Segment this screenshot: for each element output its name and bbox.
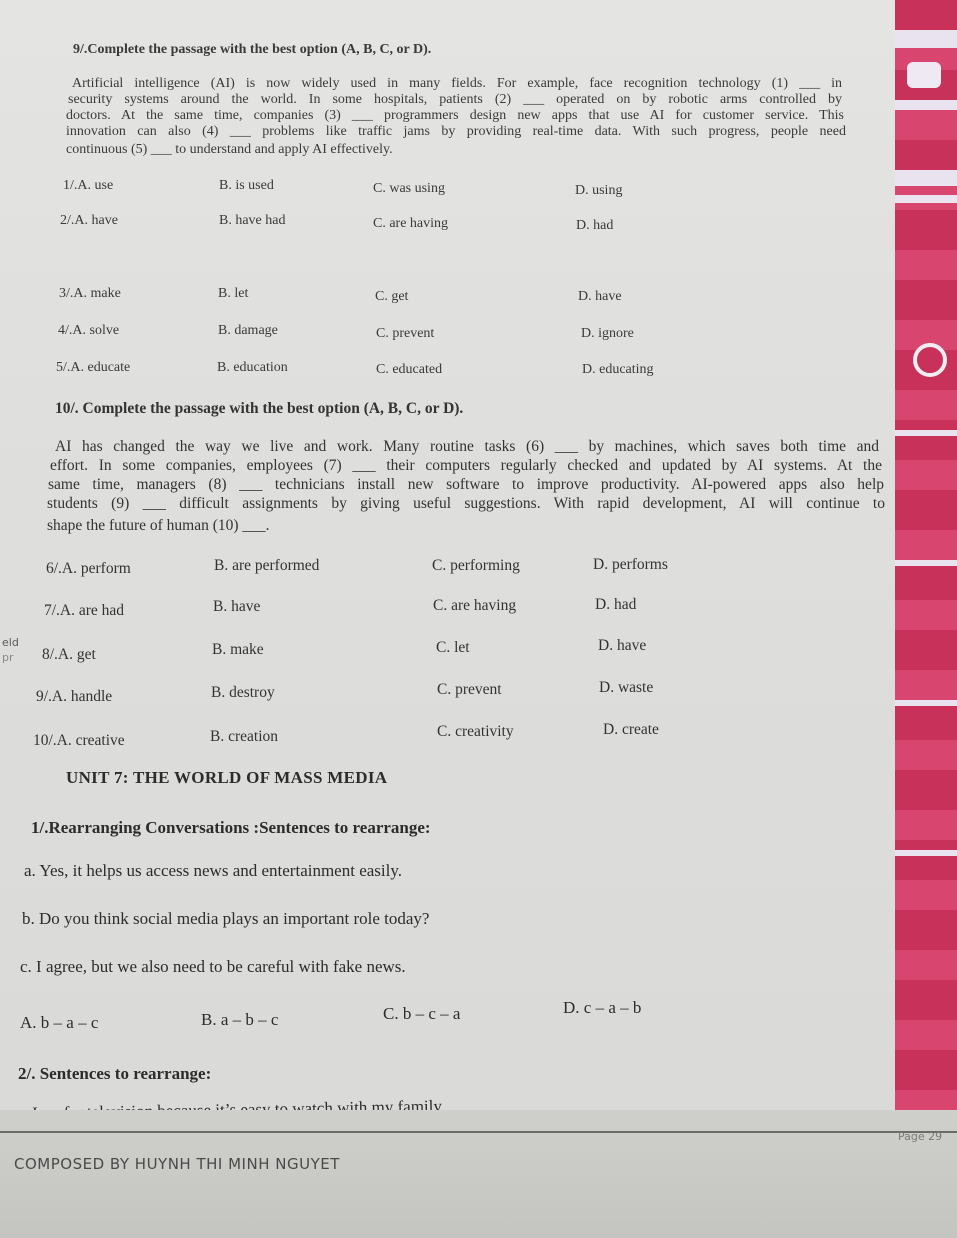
margin-note: pr [2, 651, 14, 664]
rearrange-1-title: 1/.Rearranging Conversations :Sentences to rearrange: [31, 818, 431, 837]
option-d[interactable]: D. using [575, 183, 623, 198]
rearrange-sentence: b. Do you think social media plays an important role today? [22, 909, 430, 928]
option-c[interactable]: C. are having [373, 216, 449, 231]
option-a[interactable]: 7/.A. are had [44, 602, 125, 619]
footer-author: COMPOSED BY HUYNH THI MINH NGUYET [14, 1155, 340, 1173]
footer-divider [0, 1131, 957, 1133]
q9-passage-line: continuous (5) ___ to understand and apply AI effectively. [66, 142, 393, 157]
option-c[interactable]: C. creativity [437, 723, 514, 740]
option-c[interactable]: C. let [436, 639, 470, 656]
q10-passage-line: AI has changed the way we live and work. Many routine tasks (6) ___ by machines, which saves both time and [55, 438, 879, 455]
option-d[interactable]: D. had [595, 596, 637, 613]
option-a[interactable]: 3/.A. make [59, 286, 121, 301]
q9-title: 9/.Complete the passage with the best option (A, B, C, or D). [73, 42, 432, 57]
q10-passage-line: students (9) ___ difficult assignments by giving useful suggestions. With rapid development, AI will continue to [47, 495, 885, 512]
option-b[interactable]: B. make [212, 641, 264, 658]
option-d[interactable]: D. ignore [581, 326, 634, 341]
option-a[interactable]: A. b – a – c [20, 1013, 99, 1032]
option-d[interactable]: D. create [603, 721, 659, 738]
option-c[interactable]: C. performing [432, 557, 520, 574]
unit-title: UNIT 7: THE WORLD OF MASS MEDIA [66, 768, 388, 787]
q9-passage-line: innovation can also (4) ___ problems like traffic jams by providing real-time data. With such progress, people need [66, 124, 846, 139]
option-c[interactable]: C. prevent [437, 681, 502, 698]
option-d[interactable]: D. educating [582, 362, 654, 377]
rearrange-2-title: 2/. Sentences to rearrange: [18, 1064, 212, 1083]
fabric-background [895, 0, 957, 1110]
page-bottom [0, 1110, 957, 1238]
option-d[interactable]: D. have [578, 289, 622, 304]
option-b[interactable]: B. are performed [214, 557, 320, 574]
option-a[interactable]: 8/.A. get [42, 646, 96, 663]
q9-passage-line: security systems around the world. In some hospitals, patients (2) ___ operated on by robotic arms controlled by [68, 92, 842, 107]
option-b[interactable]: B. have had [219, 213, 286, 228]
option-a[interactable]: 9/.A. handle [36, 688, 113, 705]
option-b[interactable]: B. a – b – c [201, 1010, 279, 1029]
margin-note: eld [2, 636, 19, 649]
rearrange-sentence: c. I agree, but we also need to be careful with fake news. [20, 957, 406, 976]
option-a[interactable]: 2/.A. have [60, 213, 118, 228]
option-d[interactable]: D. have [598, 637, 647, 654]
q10-passage-line: same time, managers (8) ___ technicians install new software to improve productivity. AI-powered apps also help [48, 476, 884, 493]
option-b[interactable]: B. creation [210, 728, 279, 745]
option-d[interactable]: D. waste [599, 679, 654, 696]
option-b[interactable]: B. damage [218, 323, 278, 338]
option-d[interactable]: D. had [576, 218, 614, 233]
option-b[interactable]: B. have [213, 598, 261, 615]
option-c[interactable]: C. get [375, 289, 409, 304]
option-c[interactable]: C. was using [373, 181, 445, 196]
option-a[interactable]: 4/.A. solve [58, 323, 120, 338]
q9-passage-line: doctors. At the same time, companies (3) ___ programmers design new apps that use AI for customer service. This [66, 108, 844, 123]
option-a[interactable]: 1/.A. use [63, 178, 114, 193]
q10-passage-line: effort. In some companies, employees (7) ___ their computers regularly checked and updated by AI systems. At the [50, 457, 882, 474]
q10-title: 10/. Complete the passage with the best option (A, B, C, or D). [55, 400, 464, 417]
option-a[interactable]: 6/.A. perform [46, 560, 131, 577]
option-a[interactable]: 10/.A. creative [33, 732, 125, 749]
rearrange-sentence: a. Yes, it helps us access news and entertainment easily. [24, 861, 403, 880]
option-a[interactable]: 5/.A. educate [56, 360, 131, 375]
option-b[interactable]: B. education [217, 360, 288, 375]
option-d[interactable]: D. performs [593, 556, 668, 573]
page-number: Page 29 [898, 1130, 943, 1143]
option-b[interactable]: B. let [218, 286, 249, 301]
q9-passage-line: Artificial intelligence (AI) is now widely used in many fields. For example, face recognition technology (1) ___ in [72, 76, 842, 91]
option-c[interactable]: C. educated [376, 362, 443, 377]
option-c[interactable]: C. b – c – a [383, 1004, 461, 1023]
q10-passage-line: shape the future of human (10) ___. [47, 517, 270, 534]
option-d[interactable]: D. c – a – b [563, 998, 642, 1017]
option-c[interactable]: C. are having [433, 597, 517, 614]
option-c[interactable]: C. prevent [376, 326, 435, 341]
option-b[interactable]: B. destroy [211, 684, 275, 701]
option-b[interactable]: B. is used [219, 178, 274, 193]
